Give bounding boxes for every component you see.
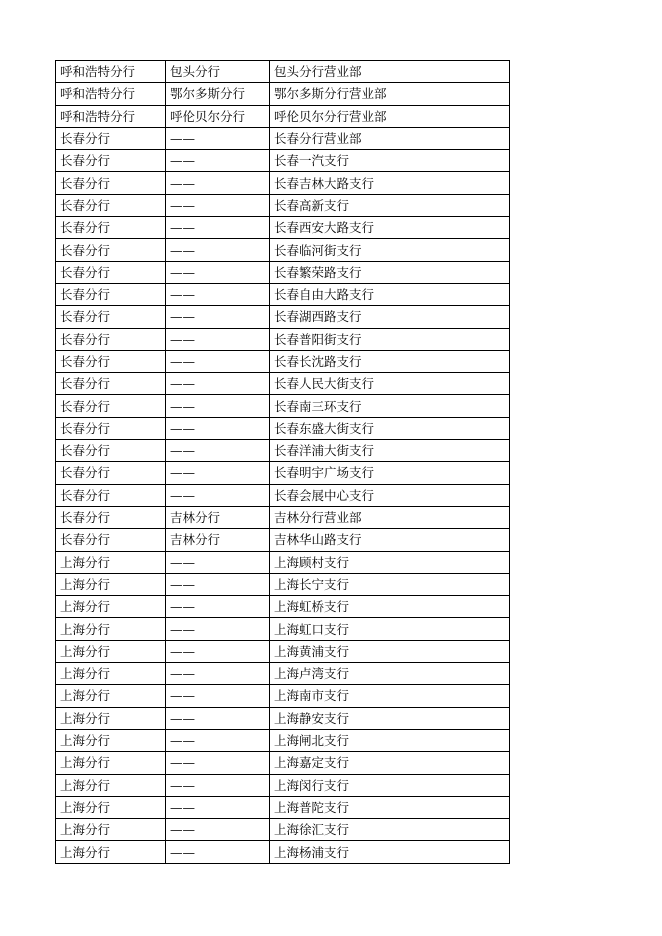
sub-branch-cell: 包头分行 xyxy=(166,61,270,83)
table-row xyxy=(56,819,510,841)
branch-cell: 长春分行 xyxy=(56,462,166,484)
branch-cell: 长春分行 xyxy=(56,239,166,261)
table-row xyxy=(56,573,510,595)
branch-cell: 上海分行 xyxy=(56,596,166,618)
table-row xyxy=(56,373,510,395)
branch-cell: 长春分行 xyxy=(56,417,166,439)
branch-cell: 长春分行 xyxy=(56,350,166,372)
table-row xyxy=(56,172,510,194)
sub-branch-cell: —— xyxy=(166,707,270,729)
outlet-cell: 长春会展中心支行 xyxy=(270,484,510,506)
branch-cell: 长春分行 xyxy=(56,150,166,172)
table-row xyxy=(56,618,510,640)
outlet-cell: 长春南三环支行 xyxy=(270,395,510,417)
table-row xyxy=(56,306,510,328)
branch-cell: 长春分行 xyxy=(56,395,166,417)
table-row xyxy=(56,551,510,573)
branch-cell: 长春分行 xyxy=(56,328,166,350)
sub-branch-cell: —— xyxy=(166,663,270,685)
table-row xyxy=(56,150,510,172)
outlet-cell: 吉林分行营业部 xyxy=(270,506,510,528)
outlet-cell: 长春分行营业部 xyxy=(270,127,510,149)
branch-cell: 长春分行 xyxy=(56,172,166,194)
outlet-cell: 长春洋浦大街支行 xyxy=(270,440,510,462)
outlet-cell: 长春高新支行 xyxy=(270,194,510,216)
sub-branch-cell: —— xyxy=(166,752,270,774)
table-row xyxy=(56,127,510,149)
sub-branch-cell: —— xyxy=(166,373,270,395)
sub-branch-cell: —— xyxy=(166,618,270,640)
branch-cell: 长春分行 xyxy=(56,506,166,528)
sub-branch-cell: —— xyxy=(166,551,270,573)
branch-cell: 呼和浩特分行 xyxy=(56,83,166,105)
outlet-cell: 上海普陀支行 xyxy=(270,796,510,818)
branch-cell: 长春分行 xyxy=(56,194,166,216)
outlet-cell: 上海徐汇支行 xyxy=(270,819,510,841)
branch-cell: 长春分行 xyxy=(56,306,166,328)
table-row xyxy=(56,663,510,685)
branch-cell: 长春分行 xyxy=(56,373,166,395)
outlet-cell: 上海南市支行 xyxy=(270,685,510,707)
table-row xyxy=(56,417,510,439)
table-row xyxy=(56,596,510,618)
branch-cell: 上海分行 xyxy=(56,640,166,662)
table-row xyxy=(56,484,510,506)
outlet-cell: 长春东盛大街支行 xyxy=(270,417,510,439)
branch-cell: 呼和浩特分行 xyxy=(56,105,166,127)
sub-branch-cell: —— xyxy=(166,328,270,350)
outlet-cell: 呼伦贝尔分行营业部 xyxy=(270,105,510,127)
branch-cell: 长春分行 xyxy=(56,283,166,305)
table-row xyxy=(56,506,510,528)
outlet-cell: 长春湖西路支行 xyxy=(270,306,510,328)
sub-branch-cell: —— xyxy=(166,217,270,239)
table-row xyxy=(56,194,510,216)
outlet-cell: 长春吉林大路支行 xyxy=(270,172,510,194)
branch-cell: 上海分行 xyxy=(56,774,166,796)
table-row xyxy=(56,729,510,751)
outlet-cell: 长春临河街支行 xyxy=(270,239,510,261)
table-row xyxy=(56,217,510,239)
sub-branch-cell: —— xyxy=(166,417,270,439)
outlet-cell: 上海卢湾支行 xyxy=(270,663,510,685)
outlet-cell: 上海长宁支行 xyxy=(270,573,510,595)
branch-cell: 长春分行 xyxy=(56,127,166,149)
table-row xyxy=(56,796,510,818)
sub-branch-cell: —— xyxy=(166,283,270,305)
table-row xyxy=(56,83,510,105)
outlet-cell: 长春普阳街支行 xyxy=(270,328,510,350)
branch-cell: 上海分行 xyxy=(56,551,166,573)
table-row xyxy=(56,283,510,305)
sub-branch-cell: —— xyxy=(166,841,270,863)
table-row xyxy=(56,239,510,261)
table-row xyxy=(56,841,510,863)
table-row xyxy=(56,328,510,350)
outlet-cell: 上海黄浦支行 xyxy=(270,640,510,662)
outlet-cell: 长春自由大路支行 xyxy=(270,283,510,305)
branch-cell: 长春分行 xyxy=(56,217,166,239)
sub-branch-cell: 鄂尔多斯分行 xyxy=(166,83,270,105)
sub-branch-cell: —— xyxy=(166,796,270,818)
outlet-cell: 长春繁荣路支行 xyxy=(270,261,510,283)
outlet-cell: 长春长沈路支行 xyxy=(270,350,510,372)
sub-branch-cell: —— xyxy=(166,685,270,707)
outlet-cell: 长春西安大路支行 xyxy=(270,217,510,239)
branch-cell: 上海分行 xyxy=(56,841,166,863)
sub-branch-cell: —— xyxy=(166,440,270,462)
table-row xyxy=(56,529,510,551)
branch-cell: 上海分行 xyxy=(56,752,166,774)
table-row xyxy=(56,350,510,372)
outlet-cell: 上海顾村支行 xyxy=(270,551,510,573)
branch-cell: 上海分行 xyxy=(56,729,166,751)
outlet-cell: 包头分行营业部 xyxy=(270,61,510,83)
sub-branch-cell: —— xyxy=(166,306,270,328)
sub-branch-cell: —— xyxy=(166,484,270,506)
sub-branch-cell: —— xyxy=(166,729,270,751)
outlet-cell: 上海杨浦支行 xyxy=(270,841,510,863)
outlet-cell: 长春一汽支行 xyxy=(270,150,510,172)
sub-branch-cell: —— xyxy=(166,239,270,261)
branch-cell: 长春分行 xyxy=(56,440,166,462)
table-row xyxy=(56,61,510,83)
sub-branch-cell: 吉林分行 xyxy=(166,529,270,551)
sub-branch-cell: 吉林分行 xyxy=(166,506,270,528)
table-row xyxy=(56,440,510,462)
branch-table xyxy=(55,60,510,864)
sub-branch-cell: —— xyxy=(166,462,270,484)
table-row xyxy=(56,640,510,662)
table-row xyxy=(56,395,510,417)
table-row xyxy=(56,752,510,774)
sub-branch-cell: 呼伦贝尔分行 xyxy=(166,105,270,127)
sub-branch-cell: —— xyxy=(166,395,270,417)
outlet-cell: 长春人民大街支行 xyxy=(270,373,510,395)
outlet-cell: 上海闸北支行 xyxy=(270,729,510,751)
branch-cell: 上海分行 xyxy=(56,819,166,841)
table-row xyxy=(56,707,510,729)
sub-branch-cell: —— xyxy=(166,127,270,149)
sub-branch-cell: —— xyxy=(166,261,270,283)
branch-cell: 上海分行 xyxy=(56,618,166,640)
sub-branch-cell: —— xyxy=(166,194,270,216)
branch-cell: 上海分行 xyxy=(56,707,166,729)
outlet-cell: 上海嘉定支行 xyxy=(270,752,510,774)
outlet-cell: 长春明宇广场支行 xyxy=(270,462,510,484)
branch-cell: 长春分行 xyxy=(56,529,166,551)
table-row xyxy=(56,685,510,707)
sub-branch-cell: —— xyxy=(166,172,270,194)
outlet-cell: 上海虹桥支行 xyxy=(270,596,510,618)
sub-branch-cell: —— xyxy=(166,819,270,841)
outlet-cell: 上海闵行支行 xyxy=(270,774,510,796)
sub-branch-cell: —— xyxy=(166,774,270,796)
table-row xyxy=(56,774,510,796)
outlet-cell: 上海虹口支行 xyxy=(270,618,510,640)
sub-branch-cell: —— xyxy=(166,150,270,172)
branch-cell: 上海分行 xyxy=(56,573,166,595)
sub-branch-cell: —— xyxy=(166,596,270,618)
branch-cell: 呼和浩特分行 xyxy=(56,61,166,83)
sub-branch-cell: —— xyxy=(166,573,270,595)
sub-branch-cell: —— xyxy=(166,350,270,372)
table-row xyxy=(56,105,510,127)
branch-cell: 上海分行 xyxy=(56,685,166,707)
branch-cell: 上海分行 xyxy=(56,663,166,685)
spreadsheet-page xyxy=(55,60,509,864)
table-row xyxy=(56,462,510,484)
table-row xyxy=(56,261,510,283)
outlet-cell: 鄂尔多斯分行营业部 xyxy=(270,83,510,105)
branch-cell: 长春分行 xyxy=(56,484,166,506)
sub-branch-cell: —— xyxy=(166,640,270,662)
branch-cell: 上海分行 xyxy=(56,796,166,818)
branch-table-body xyxy=(56,61,510,864)
outlet-cell: 吉林华山路支行 xyxy=(270,529,510,551)
outlet-cell: 上海静安支行 xyxy=(270,707,510,729)
branch-cell: 长春分行 xyxy=(56,261,166,283)
